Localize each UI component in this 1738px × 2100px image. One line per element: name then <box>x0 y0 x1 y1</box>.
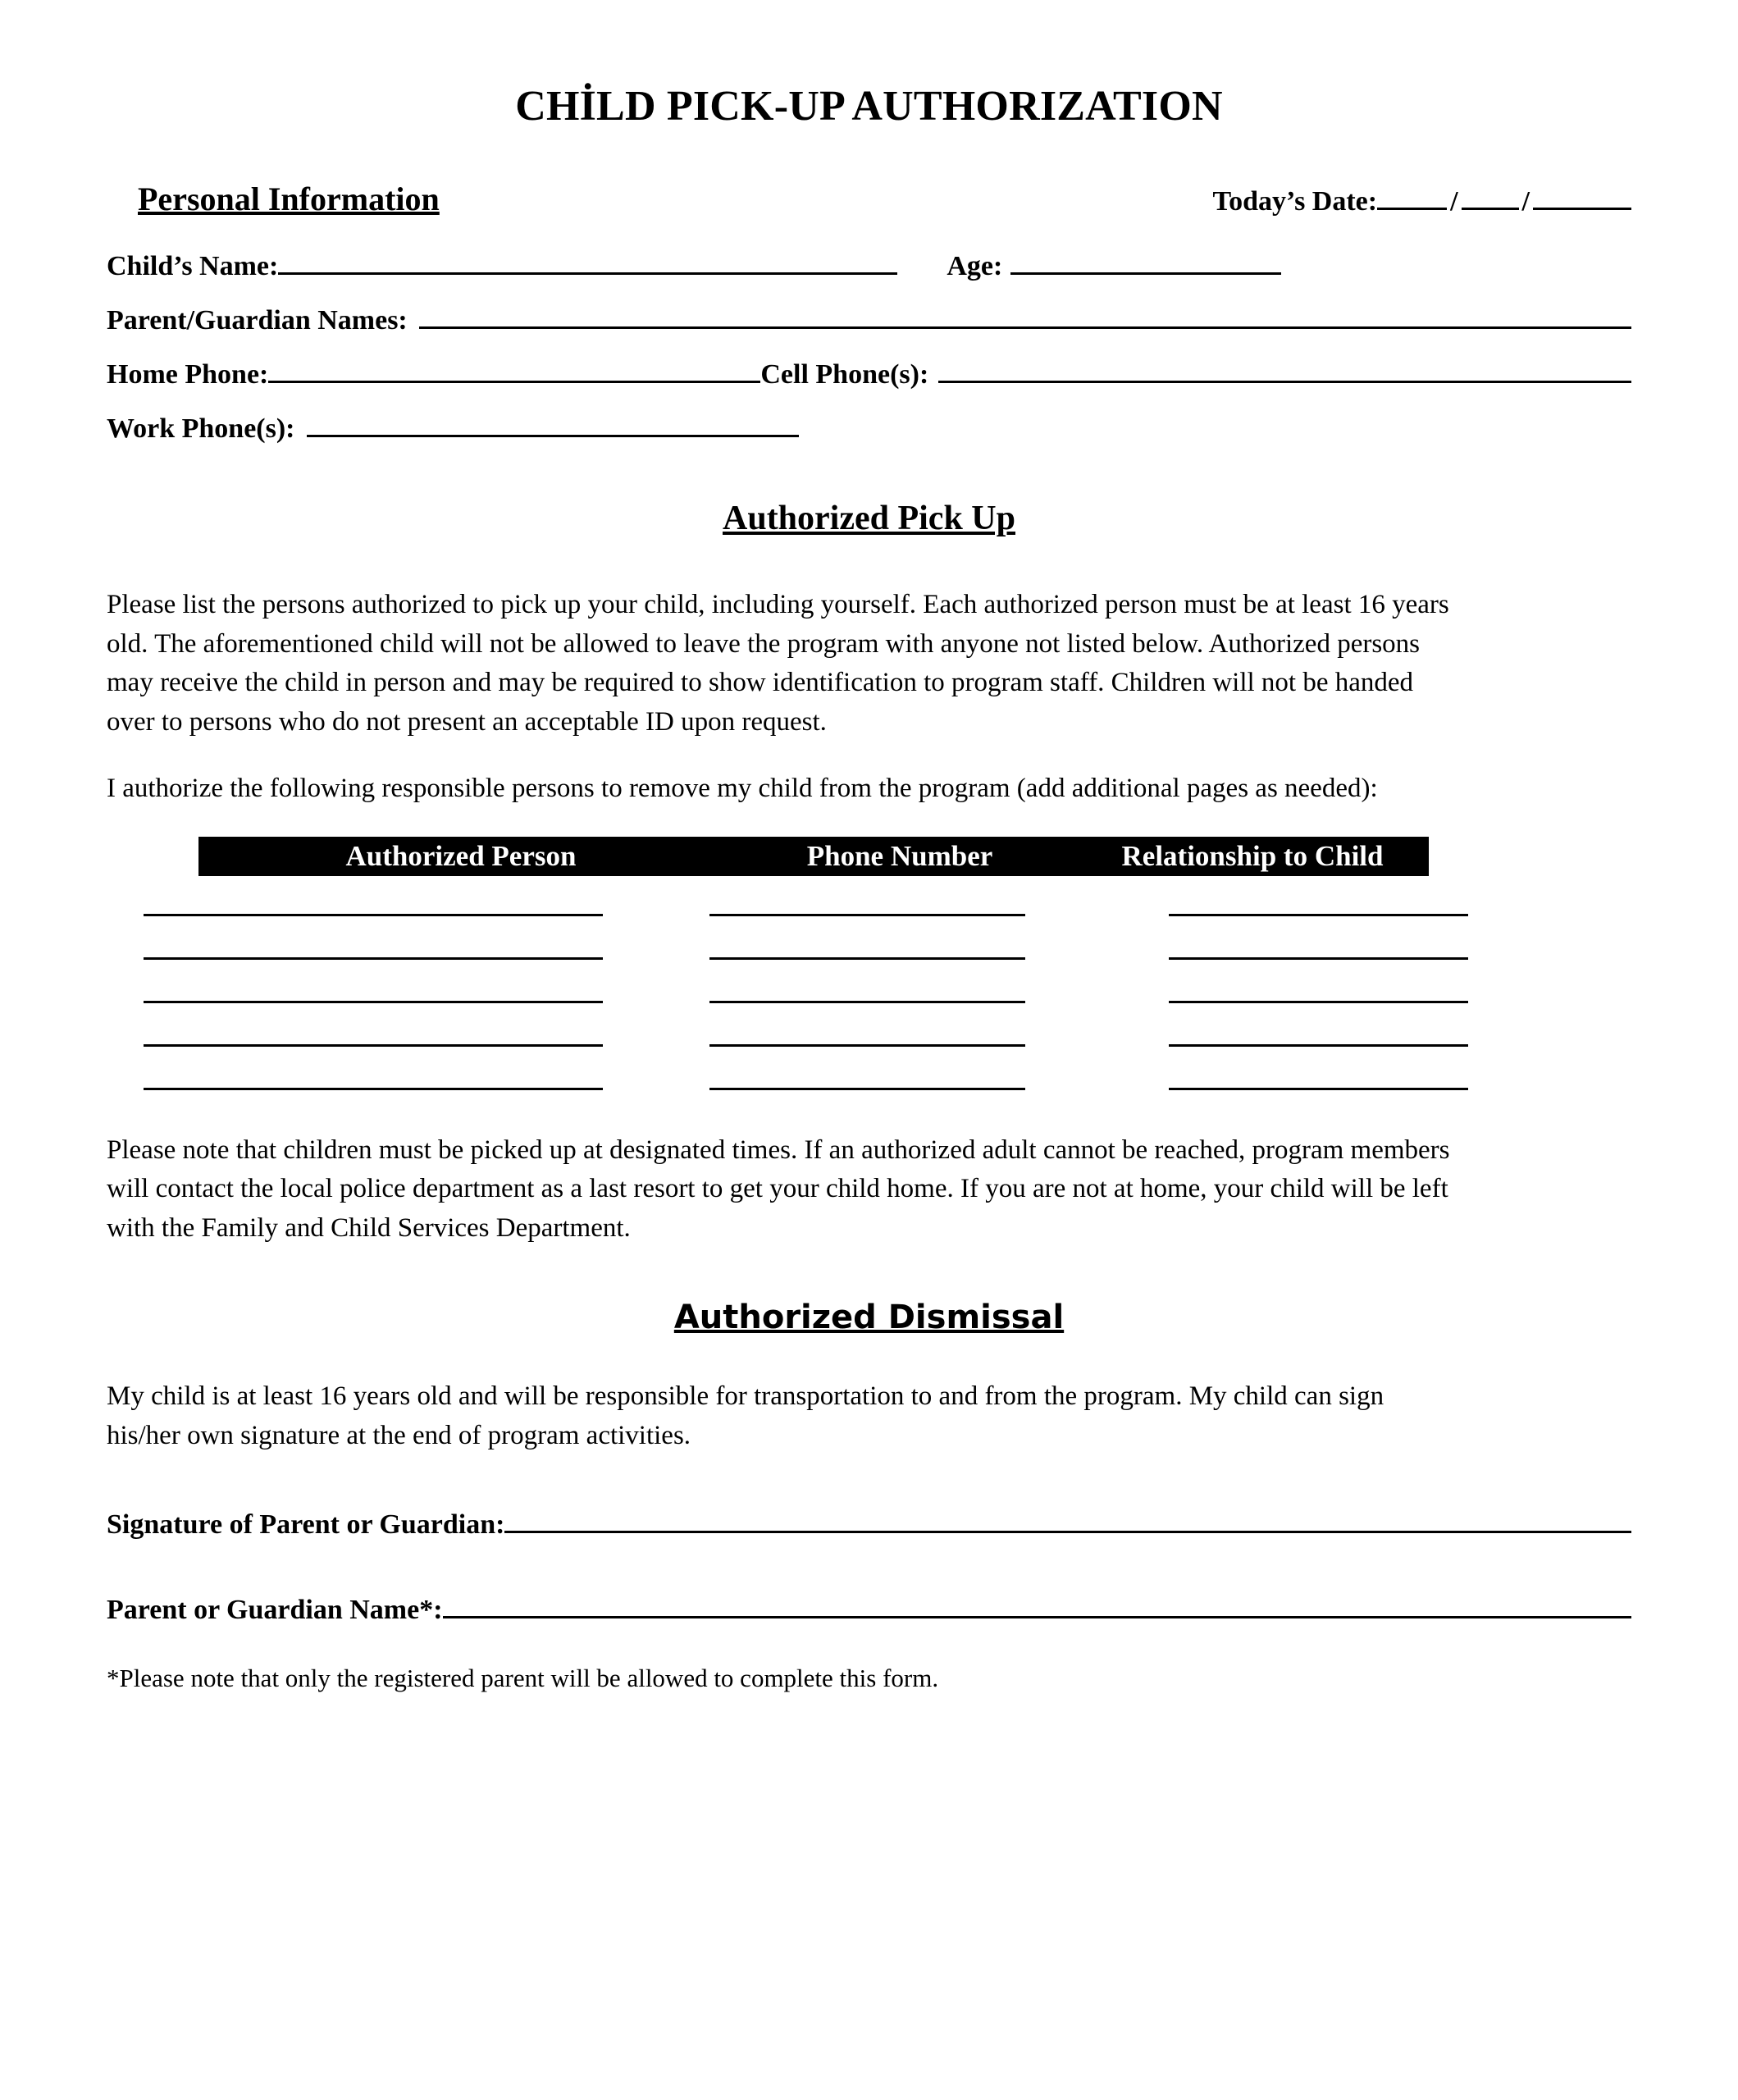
phone-number-blank[interactable] <box>709 1088 1025 1090</box>
todays-date-label: Today’s Date: <box>1212 186 1378 217</box>
phone-number-blank[interactable] <box>709 914 1025 916</box>
work-phone-label: Work Phone(s): <box>107 413 295 444</box>
parent-name-blank[interactable] <box>443 1586 1631 1618</box>
column-header-relationship: Relationship to Child <box>1121 839 1384 872</box>
age-blank[interactable] <box>1010 243 1281 275</box>
authorized-person-blank[interactable] <box>144 1001 603 1003</box>
table-row <box>144 957 1631 960</box>
phones-row <box>107 351 1631 390</box>
phone-number-blank[interactable] <box>709 1044 1025 1047</box>
column-header-phone-number: Phone Number <box>806 839 993 872</box>
signature-row <box>107 1501 1631 1541</box>
authorized-person-blank[interactable] <box>144 1044 603 1047</box>
table-row <box>144 1001 1631 1003</box>
authorized-person-blank[interactable] <box>144 914 603 916</box>
dismissal-paragraph-1: My child is at least 16 years old and will be responsible for transportation to and from the program. My child can sign his/her own signature at the end of program activities. <box>107 1381 1384 1450</box>
table-row <box>144 914 1631 916</box>
pickup-paragraph-3: Please note that children must be picked up at designated times. If an authorized adult cannot be reached, program members will contact the local police department as a last resort to get your child home. If you are not at home, your child will be left with the Family and Child Services Department. <box>107 1134 1450 1243</box>
work-phone-blank[interactable] <box>307 405 799 437</box>
date-separator-1: / <box>1450 186 1458 217</box>
relationship-blank[interactable] <box>1169 1088 1468 1090</box>
phone-number-blank[interactable] <box>709 957 1025 960</box>
work-phone-row <box>107 405 1631 445</box>
pickup-paragraph-1: Please list the persons authorized to pick up your child, including yourself. Each authorized person must be at least 16 years old. The aforementioned child will not be allowed to leave the program with anyone not listed below. Authorized persons may receive the child in person and may be required to show identification to program staff. Children will not be handed over to persons who do not present an acceptable ID upon request. <box>107 590 1449 737</box>
relationship-blank[interactable] <box>1169 1001 1468 1003</box>
childs-name-blank[interactable] <box>278 243 897 275</box>
date-day-blank[interactable] <box>1462 180 1519 210</box>
age-label: Age: <box>947 251 1003 281</box>
authorized-persons-blank-rows <box>144 914 1631 1090</box>
authorized-dismissal-heading: Authorized Dismissal <box>673 1299 1065 1337</box>
authorized-persons-table-header <box>198 837 1429 876</box>
relationship-blank[interactable] <box>1169 1044 1468 1047</box>
relationship-blank[interactable] <box>1169 957 1468 960</box>
table-row <box>144 1088 1631 1090</box>
date-separator-2: / <box>1521 186 1530 217</box>
parent-guardian-names-blank[interactable] <box>419 297 1631 329</box>
relationship-blank[interactable] <box>1169 914 1468 916</box>
cell-phone-label: Cell Phone(s): <box>760 359 929 390</box>
authorized-person-blank[interactable] <box>144 957 603 960</box>
pickup-paragraph-2: I authorize the following responsible persons to remove my child from the program (add additional pages as needed): <box>107 774 1378 804</box>
cell-phone-blank[interactable] <box>938 351 1631 383</box>
childs-name-row <box>107 243 1631 282</box>
authorized-person-blank[interactable] <box>144 1088 603 1090</box>
personal-information-header-row <box>107 180 1631 218</box>
table-row <box>144 1044 1631 1047</box>
date-year-blank[interactable] <box>1533 180 1631 210</box>
personal-information-heading: Personal Information <box>138 180 440 217</box>
footnote: *Please note that only the registered parent will be allowed to complete this form. <box>107 1664 939 1693</box>
parent-name-row <box>107 1586 1631 1626</box>
signature-label: Signature of Parent or Guardian: <box>107 1509 505 1541</box>
childs-name-label: Child’s Name: <box>107 251 279 281</box>
parent-guardian-names-row <box>107 297 1631 336</box>
column-header-authorized-person: Authorized Person <box>345 839 577 872</box>
phone-number-blank[interactable] <box>709 1001 1025 1003</box>
authorized-pickup-heading: Authorized Pick Up <box>723 500 1015 537</box>
todays-date-field <box>1213 180 1631 217</box>
signature-blank[interactable] <box>504 1501 1631 1533</box>
date-month-blank[interactable] <box>1377 180 1447 210</box>
page-title: CHİLD PICK-UP AUTHORIZATION <box>515 83 1223 130</box>
home-phone-blank[interactable] <box>268 351 760 383</box>
home-phone-label: Home Phone: <box>107 359 269 390</box>
parent-guardian-names-label: Parent/Guardian Names: <box>107 305 408 336</box>
parent-name-label: Parent or Guardian Name*: <box>107 1595 443 1626</box>
